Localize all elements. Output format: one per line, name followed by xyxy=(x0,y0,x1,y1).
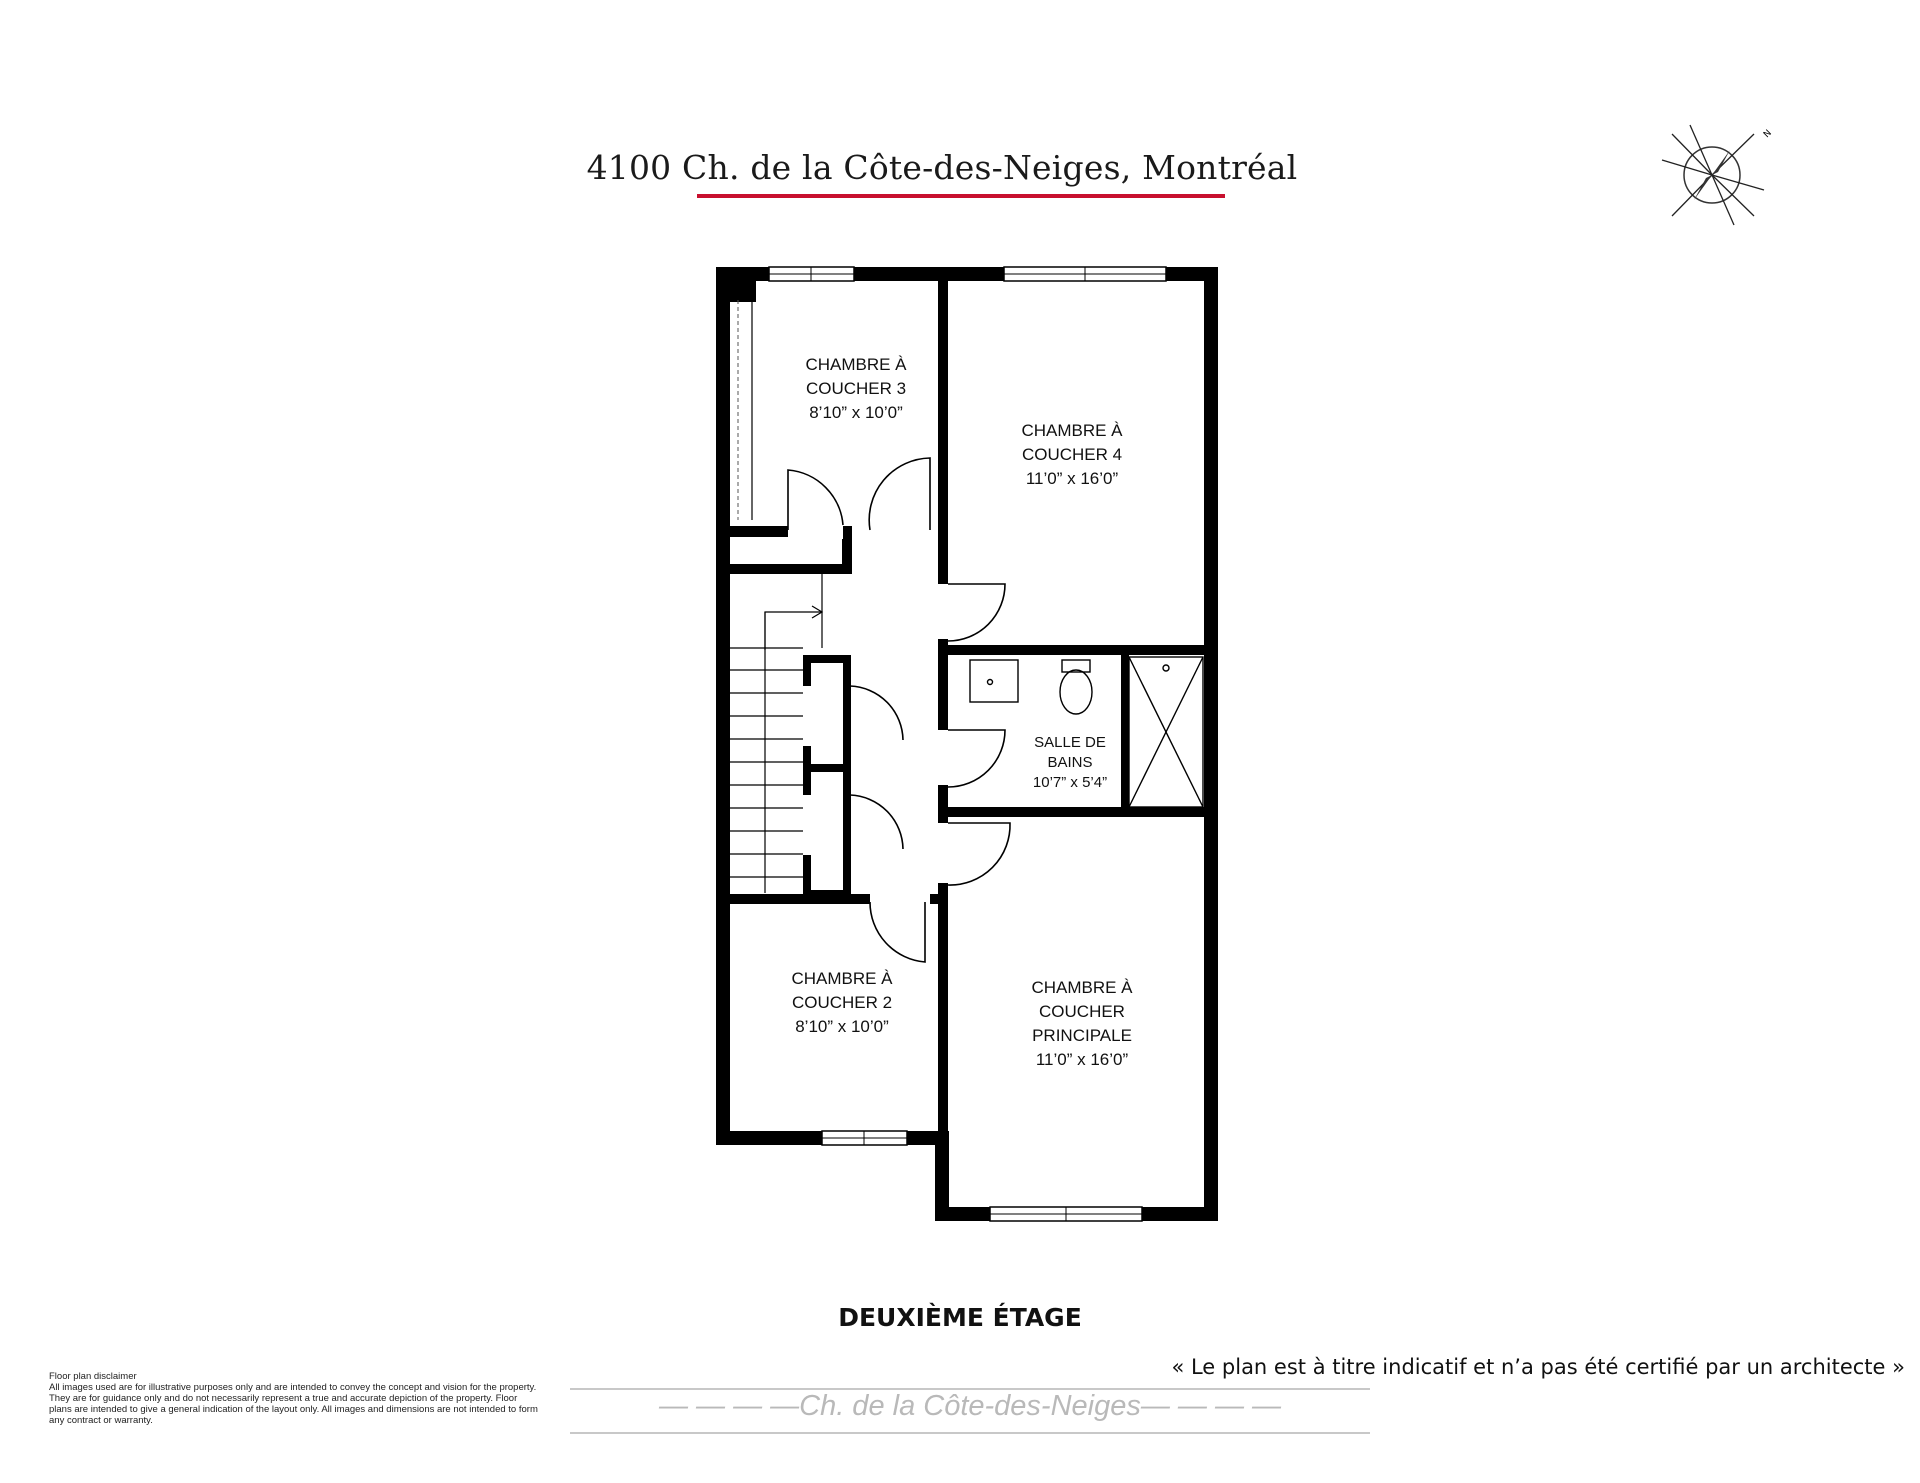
svg-text:CHAMBRE À: CHAMBRE À xyxy=(1021,421,1123,440)
exterior-walls xyxy=(716,267,1218,1221)
disclaimer-title: Floor plan disclaimer xyxy=(49,1371,137,1382)
room-bathroom xyxy=(1033,734,1107,791)
svg-text:BAINS: BAINS xyxy=(1047,754,1093,771)
disclaimer-body: All images used are for illustrative purposes only and are intended to convey the concept and vision for the property. They are for guidance only and do not necessarily represent a true and accurate depiction of the property. Floor plans are intended to give a general indication of the layout only. All images and dimensions are not intended to form any contract or warranty. xyxy=(49,1382,538,1426)
svg-text:CHAMBRE À: CHAMBRE À xyxy=(805,355,907,374)
street-line-bottom xyxy=(570,1432,1370,1434)
svg-text:8’10” x 10’0”: 8’10” x 10’0” xyxy=(795,1017,889,1036)
svg-text:COUCHER 3: COUCHER 3 xyxy=(805,379,907,398)
floor-plan-disclaimer xyxy=(49,1371,539,1426)
room-bedroom-2 xyxy=(791,969,893,1036)
svg-text:10’7” x 5’4”: 10’7” x 5’4” xyxy=(1032,774,1108,791)
sink-icon xyxy=(970,660,1018,702)
closet xyxy=(738,300,752,520)
svg-text:SALLE DE: SALLE DE xyxy=(1034,734,1106,751)
toilet-bowl-icon xyxy=(1060,670,1092,714)
svg-text:COUCHER 4: COUCHER 4 xyxy=(1021,445,1123,464)
address-title: 4100 Ch. de la Côte-des-Neiges, Montréal xyxy=(586,148,1298,187)
interior-walls xyxy=(725,278,1211,1213)
room-bedroom-4 xyxy=(1021,421,1123,488)
street-name: — — — —Ch. de la Côte-des-Neiges— — — — xyxy=(658,1390,1282,1422)
disclaimer-note: « Le plan est à titre indicatif et n’a pas été certifié par un architecte » xyxy=(1171,1355,1905,1379)
floor-label: DEUXIÈME ÉTAGE xyxy=(838,1303,1082,1332)
svg-text:COUCHER 2: COUCHER 2 xyxy=(791,993,893,1012)
svg-text:8’10” x 10’0”: 8’10” x 10’0” xyxy=(809,403,903,422)
svg-text:11’0” x 16’0”: 11’0” x 16’0” xyxy=(1035,1050,1129,1069)
room-bedroom-3 xyxy=(805,355,907,422)
room-master-bedroom xyxy=(1031,978,1133,1069)
svg-text:CHAMBRE À: CHAMBRE À xyxy=(1031,978,1133,997)
svg-text:PRINCIPALE: PRINCIPALE xyxy=(1032,1026,1132,1045)
compass-north-label: N xyxy=(1762,128,1774,141)
svg-text:COUCHER: COUCHER xyxy=(1039,1002,1125,1021)
svg-text:CHAMBRE À: CHAMBRE À xyxy=(791,969,893,988)
svg-text:11’0” x 16’0”: 11’0” x 16’0” xyxy=(1025,469,1119,488)
